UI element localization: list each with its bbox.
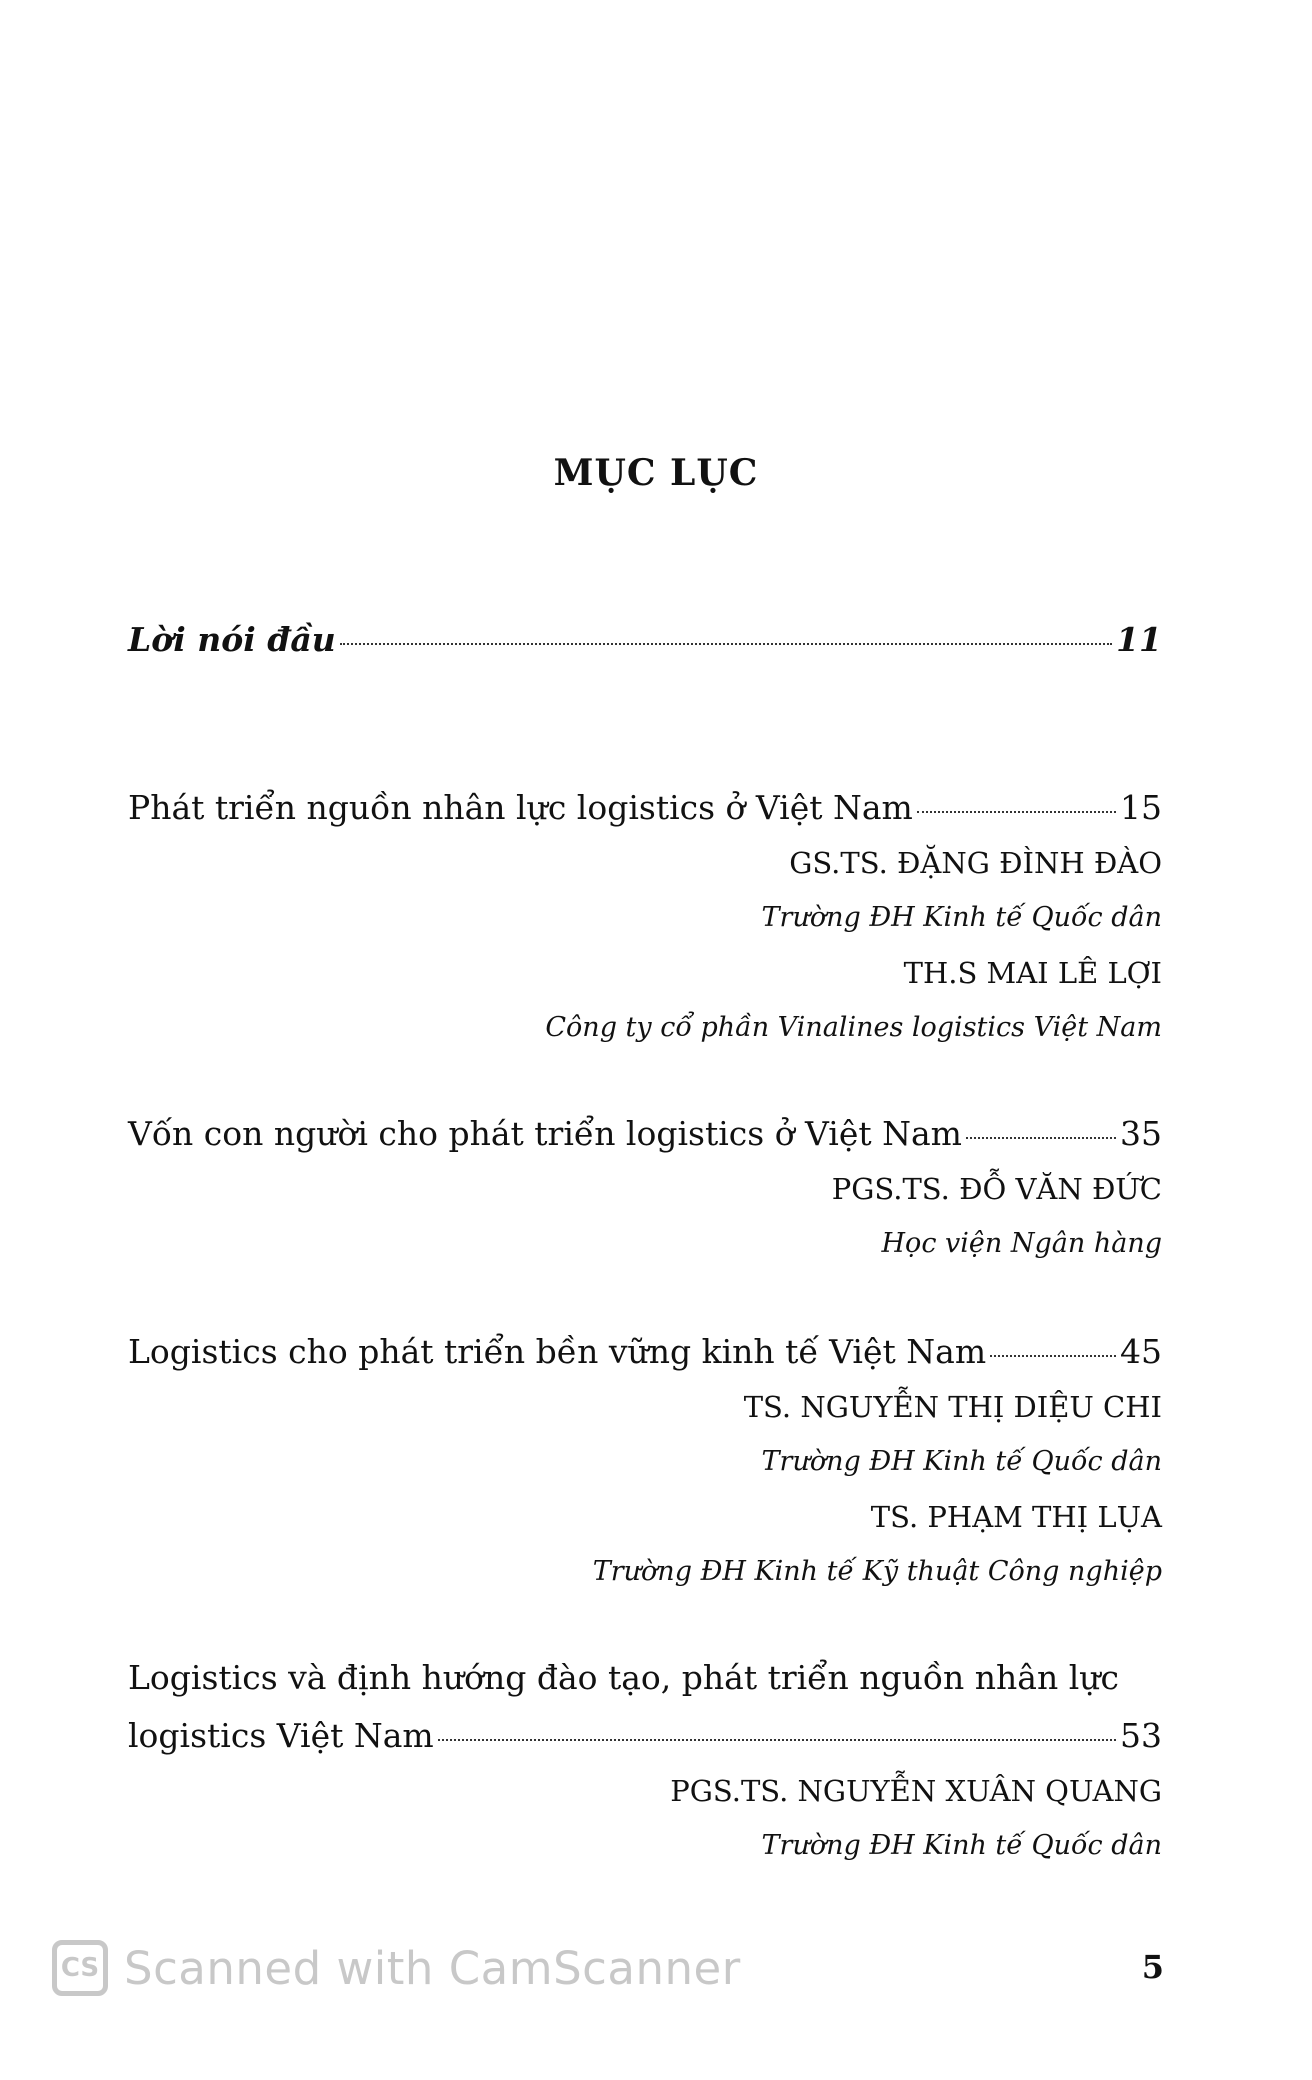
dot-leader [340, 643, 1112, 645]
author-name: TS. NGUYỄN THỊ DIỆU CHI [743, 1390, 1162, 1424]
dot-leader [917, 811, 1116, 813]
entry-page-number: 45 [1120, 1332, 1162, 1371]
toc-entry-3 [128, 1324, 1162, 1600]
toc-heading: MỤC LỤC [553, 452, 759, 494]
author-affiliation: Trường ĐH Kinh tế Quốc dân [761, 1830, 1162, 1861]
page-number: 5 [1141, 1948, 1164, 1986]
author-affiliation: Trường ĐH Kinh tế Quốc dân [761, 1446, 1162, 1477]
toc-line [128, 1106, 1162, 1162]
toc-line [128, 780, 1162, 836]
author-name: GS.TS. ĐẶNG ĐÌNH ĐÀO [789, 846, 1162, 880]
author-affiliation: Trường ĐH Kinh tế Kỹ thuật Công nghiệp [592, 1556, 1162, 1587]
toc-line [128, 1708, 1162, 1764]
author-name: TH.S MAI LÊ LỢI [903, 956, 1162, 990]
entry-title-line2: logistics Việt Nam [128, 1716, 434, 1755]
toc-line [128, 1324, 1162, 1380]
entry-title: Lời nói đầu [128, 620, 336, 659]
dot-leader [438, 1739, 1116, 1741]
entry-page-number: 15 [1120, 788, 1162, 827]
camscanner-watermark [52, 1940, 741, 1996]
toc-entry-1 [128, 780, 1162, 1056]
watermark-text: Scanned with CamScanner [124, 1941, 741, 1995]
toc-line [128, 612, 1162, 668]
author-affiliation: Trường ĐH Kinh tế Quốc dân [761, 902, 1162, 933]
toc-entry-4 [128, 1648, 1162, 1874]
entry-page-number: 53 [1120, 1716, 1162, 1755]
entry-title-line1: Logistics và định hướng đào tạo, phát triển nguồn nhân lực [128, 1658, 1119, 1697]
author-name: PGS.TS. NGUYỄN XUÂN QUANG [670, 1774, 1162, 1808]
entry-page-number: 11 [1116, 620, 1162, 659]
author-name: TS. PHẠM THỊ LỤA [870, 1500, 1162, 1534]
dot-leader [966, 1137, 1116, 1139]
entry-title: Phát triển nguồn nhân lực logistics ở Việt Nam [128, 788, 913, 827]
toc-entry-intro [128, 612, 1162, 668]
camscanner-logo-icon: CS [52, 1940, 108, 1996]
entry-page-number: 35 [1120, 1114, 1162, 1153]
author-name: PGS.TS. ĐỖ VĂN ĐỨC [831, 1172, 1162, 1206]
entry-title: Vốn con người cho phát triển logistics ở Việt Nam [128, 1114, 962, 1153]
entry-title: Logistics cho phát triển bền vững kinh tế Việt Nam [128, 1332, 987, 1371]
toc-entry-2 [128, 1106, 1162, 1272]
author-affiliation: Công ty cổ phần Vinalines logistics Việt Nam [545, 1012, 1162, 1043]
author-affiliation: Học viện Ngân hàng [881, 1228, 1162, 1259]
dot-leader [990, 1355, 1116, 1357]
